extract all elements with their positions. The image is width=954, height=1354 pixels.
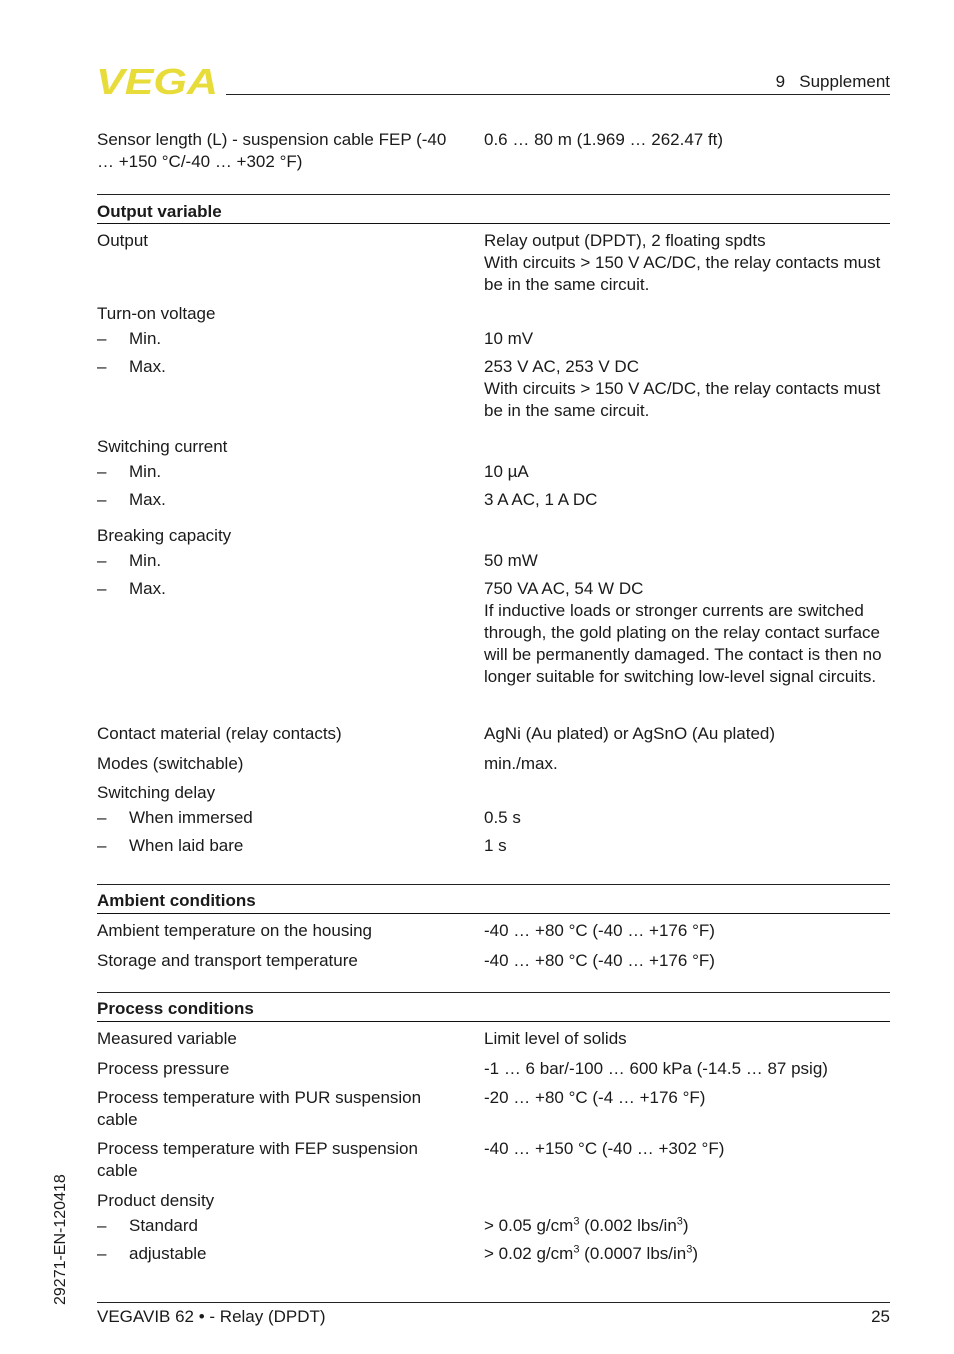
row-label: Sensor length (L) - suspension cable FEP (-40 … +150 °C/-40 … +302 °F)	[97, 130, 447, 171]
row-value	[484, 1215, 894, 1237]
value-part: )	[682, 1216, 689, 1235]
section-title: 9 Supplement	[775, 72, 890, 91]
section-rule	[97, 194, 890, 195]
row-value: 10 µA	[484, 462, 529, 481]
row-value: 10 mV	[484, 329, 534, 348]
row-label: Breaking capacity	[97, 526, 232, 545]
dash: –	[97, 1244, 107, 1263]
page-number: 25	[871, 1307, 890, 1326]
row-label: Measured variable	[97, 1029, 237, 1048]
document-id: 29271-EN-120418	[52, 1174, 69, 1305]
row-label: Process temperature with PUR suspension cable	[97, 1088, 422, 1129]
row-label: Ambient temperature on the housing	[97, 921, 373, 940]
footer-product: VEGAVIB 62 • - Relay (DPDT)	[97, 1307, 326, 1326]
row-value: -1 … 6 bar/-100 … 600 kPa (-14.5 … 87 psig)	[484, 1059, 828, 1078]
row-label: Contact material (relay contacts)	[97, 724, 342, 743]
row-value	[484, 230, 894, 296]
sub-label-text: When laid bare	[129, 836, 244, 855]
row-value	[484, 578, 894, 688]
superscript: 3	[686, 1243, 693, 1256]
value-part: > 0.05 g/cm	[484, 1216, 574, 1235]
row-value: Limit level of solids	[484, 1029, 627, 1048]
sub-label-text: Standard	[129, 1216, 198, 1235]
sub-label-text: Min.	[129, 462, 162, 481]
value-line: If inductive loads or stronger currents are switched through, the gold plating on the relay contact surface will be permanently damaged. The contact is then no longer suitable for switching low-level signal circuits.	[484, 601, 882, 686]
row-value	[484, 356, 894, 422]
value-part: (0.0007 lbs/in	[579, 1244, 687, 1263]
section-rule	[97, 992, 890, 993]
dash: –	[97, 490, 107, 509]
sub-label-text: Max.	[129, 579, 166, 598]
row-value: 0.5 s	[484, 808, 521, 827]
value-part: )	[692, 1244, 699, 1263]
sub-label-text: Max.	[129, 490, 166, 509]
row-label: Switching current	[97, 437, 228, 456]
superscript: 3	[573, 1215, 580, 1228]
row-label: Modes (switchable)	[97, 754, 244, 773]
sub-label-text: adjustable	[129, 1244, 207, 1263]
dash: –	[97, 836, 107, 855]
svg-text:VEGA: VEGA	[96, 66, 218, 96]
section-rule	[97, 884, 890, 885]
value-line: 750 VA AC, 54 W DC	[484, 579, 644, 598]
value-line: With circuits > 150 V AC/DC, the relay contacts must be in the same circuit.	[484, 253, 881, 294]
row-value: AgNi (Au plated) or AgSnO (Au plated)	[484, 724, 776, 743]
value-part: (0.002 lbs/in	[579, 1216, 677, 1235]
section-rule	[97, 913, 890, 914]
row-label: Process pressure	[97, 1059, 230, 1078]
sub-label-text: When immersed	[129, 808, 253, 827]
superscript: 3	[573, 1243, 580, 1256]
row-label: Storage and transport temperature	[97, 951, 358, 970]
row-label: Switching delay	[97, 783, 216, 802]
value-part: > 0.02 g/cm	[484, 1244, 574, 1263]
dash: –	[97, 462, 107, 481]
section-heading: Process conditions	[97, 999, 254, 1018]
row-value: 50 mW	[484, 551, 538, 570]
dash: –	[97, 579, 107, 598]
superscript: 3	[676, 1215, 683, 1228]
row-value: -40 … +80 °C (-40 … +176 °F)	[484, 921, 715, 940]
sub-label-text: Max.	[129, 357, 166, 376]
row-value: -40 … +150 °C (-40 … +302 °F)	[484, 1139, 725, 1158]
row-label: Process temperature with FEP suspension cable	[97, 1139, 418, 1180]
row-value: min./max.	[484, 754, 558, 773]
footer-rule	[97, 1302, 890, 1303]
dash: –	[97, 1216, 107, 1235]
section-rule	[97, 1021, 890, 1022]
value-line: Relay output (DPDT), 2 floating spdts	[484, 231, 766, 250]
value-line: With circuits > 150 V AC/DC, the relay contacts must be in the same circuit.	[484, 379, 881, 420]
row-value: 3 A AC, 1 A DC	[484, 490, 598, 509]
row-value: 0.6 … 80 m (1.969 … 262.47 ft)	[484, 130, 724, 149]
section-heading: Ambient conditions	[97, 891, 256, 910]
section-heading: Output variable	[97, 202, 222, 221]
dash: –	[97, 808, 107, 827]
row-value: -40 … +80 °C (-40 … +176 °F)	[484, 951, 715, 970]
dash: –	[97, 357, 107, 376]
header-rule	[226, 94, 890, 95]
row-value	[484, 1243, 894, 1265]
sub-label-text: Min.	[129, 329, 162, 348]
sub-label-text: Min.	[129, 551, 162, 570]
row-value: -20 … +80 °C (-4 … +176 °F)	[484, 1088, 706, 1107]
row-value: 1 s	[484, 836, 507, 855]
section-rule	[97, 223, 890, 224]
dash: –	[97, 329, 107, 348]
dash: –	[97, 551, 107, 570]
row-label: Turn-on voltage	[97, 304, 216, 323]
row-label: Output	[97, 231, 149, 250]
value-line: 253 V AC, 253 V DC	[484, 357, 639, 376]
row-label: Product density	[97, 1191, 215, 1210]
vega-logo	[96, 66, 220, 96]
